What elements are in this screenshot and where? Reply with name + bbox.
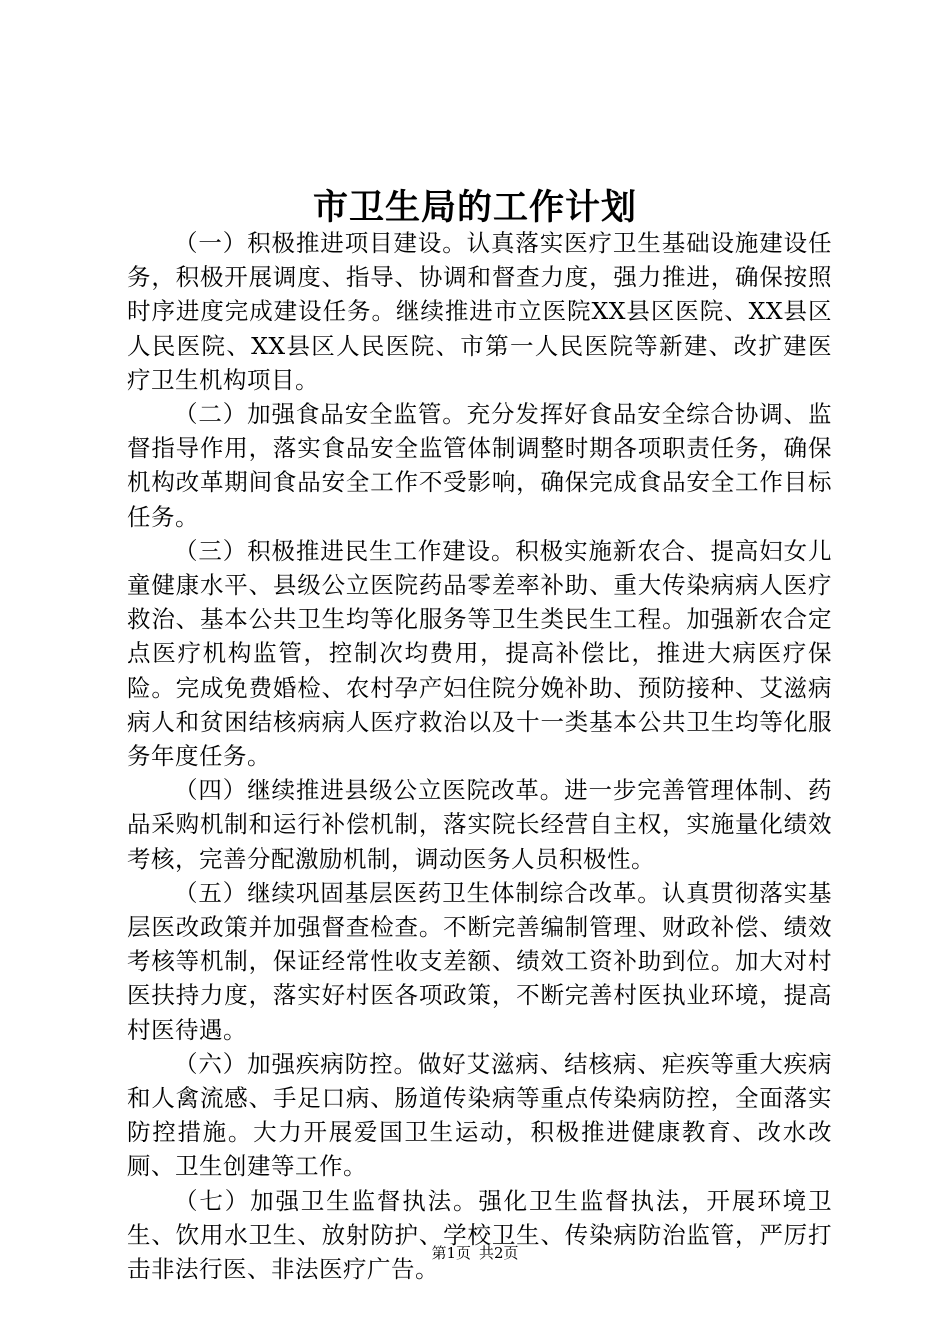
page-footer (0, 1242, 950, 1264)
paragraph-5: （五）继续巩固基层医药卫生体制综合改革。认真贯彻落实基层医改政策并加强督查检查。不断完善编制管理、财政补偿、绩效考核等机制，保证经常性收支差额、绩效工资补助到位。加大对村医扶持力度，落实好村医各项政策，不断完善村医执业环境，提高村医待遇。 (127, 878, 832, 1044)
paragraph-1: （一）积极推进项目建设。认真落实医疗卫生基础设施建设任务，积极开展调度、指导、协调和督查力度，强力推进，确保按照时序进度完成建设任务。继续推进市立医院XX县区医院、XX县区人民医院、XX县区人民医院、市第一人民医院等新建、改扩建医疗卫生机构项目。 (127, 229, 832, 394)
document-body (127, 226, 832, 1286)
document-title: 市卫生局的工作计划 (312, 187, 637, 228)
paragraph-3: （三）积极推进民生工作建设。积极实施新农合、提高妇女儿童健康水平、县级公立医院药品零差率补助、重大传染病病人医疗救治、基本公共卫生均等化服务等卫生类民生工程。加强新农合定点医疗机构监管，控制次均费用，提高补偿比，推进大病医疗保险。完成免费婚检、农村孕产妇住院分娩补助、预防接种、艾滋病病人和贫困结核病病人医疗救治以及十一类基本公共卫生均等化服务年度任务。 (127, 536, 832, 771)
paragraph-2: （二）加强食品安全监管。充分发挥好食品安全综合协调、监督指导作用，落实食品安全监管体制调整时期各项职责任务，确保机构改革期间食品安全工作不受影响，确保完成食品安全工作目标任务。 (127, 400, 832, 531)
page-total: 共2页 (479, 1244, 519, 1262)
paragraph-7: （七）加强卫生监督执法。强化卫生监督执法，开展环境卫生、饮用水卫生、放射防护、学校卫生、传染病防治监管，严厉打击非法行医、非法医疗广告。 (127, 1186, 832, 1284)
paragraph-4: （四）继续推进县级公立医院改革。进一步完善管理体制、药品采购机制和运行补偿机制，落实院长经营自主权，实施量化绩效考核，完善分配激励机制，调动医务人员积极性。 (127, 776, 832, 873)
page-number: 第1页 (431, 1244, 471, 1262)
paragraph-6: （六）加强疾病防控。做好艾滋病、结核病、疟疾等重大疾病和人禽流感、手足口病、肠道传染病等重点传染病防控，全面落实防控措施。大力开展爱国卫生运动，积极推进健康教育、改水改厕、卫生创建等工作。 (127, 1049, 832, 1181)
